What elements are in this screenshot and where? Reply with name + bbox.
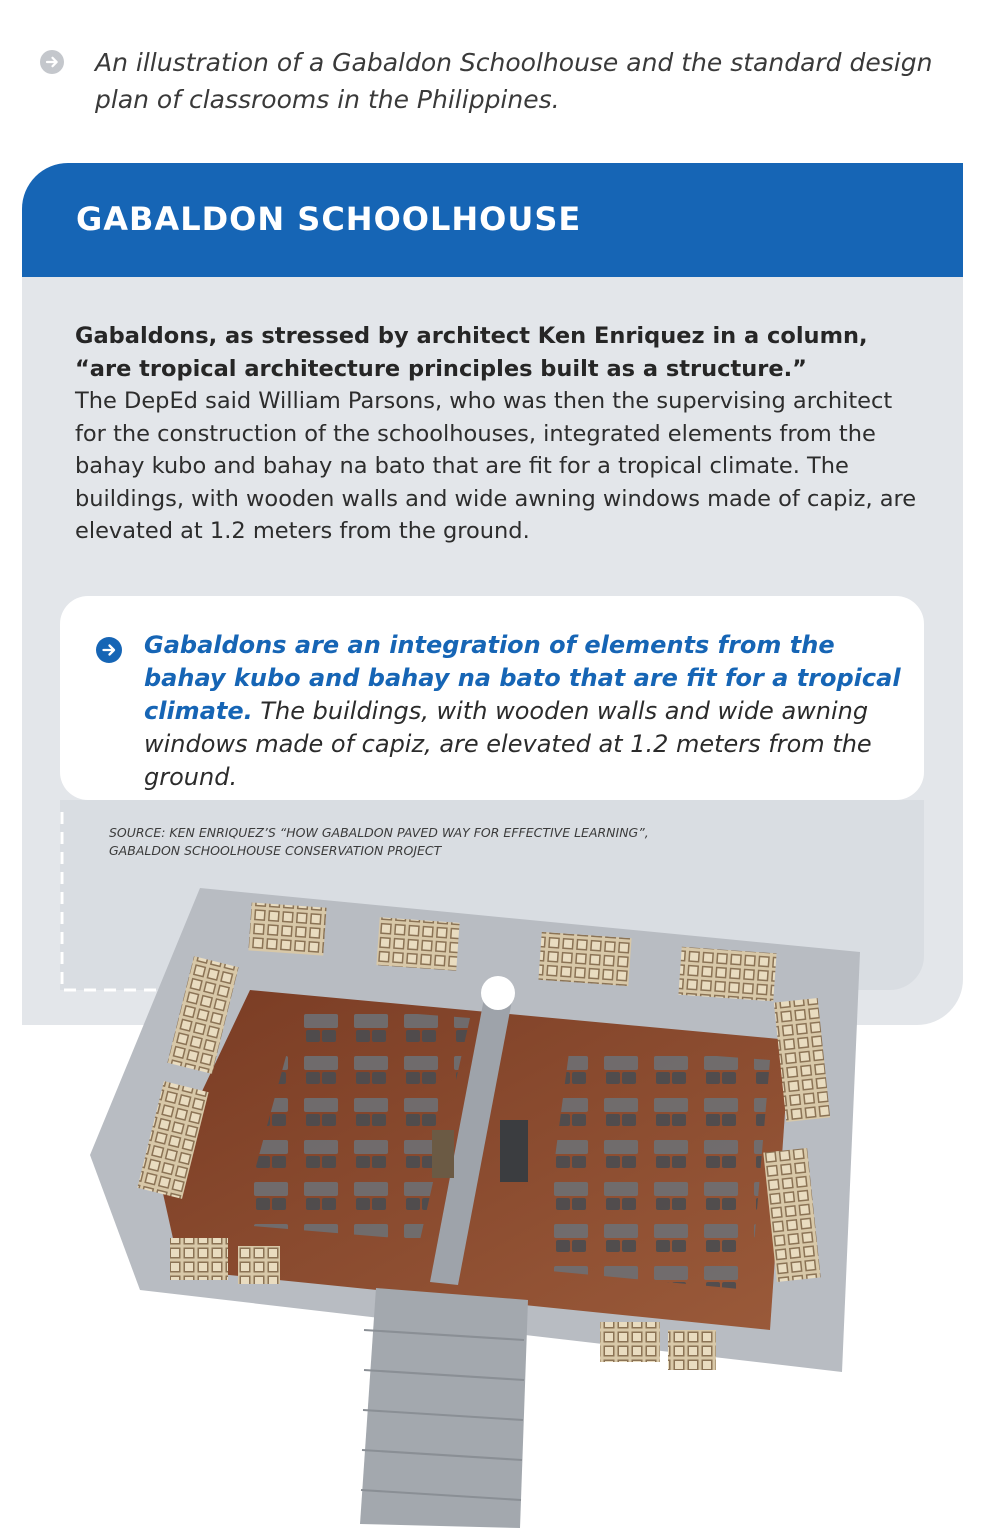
source-line-2: GABALDON SCHOOLHOUSE CONSERVATION PROJECT [109, 843, 442, 858]
callout-rest: The buildings, with wooden walls and wide awning windows made of capiz, are elevated at 1.2 meters from the ground. [144, 697, 872, 791]
body-lead: Gabaldons, as stressed by architect Ken Enriquez in a column, “are tropical architecture principles built as a structure.” [75, 323, 868, 382]
entrance-stairs [360, 1288, 528, 1528]
source-note [109, 824, 909, 860]
desk-rows-right [540, 1045, 770, 1290]
callout-lead: Gabaldons are an integration of elements from the bahay kubo and bahay na bato that are fit for a tropical climate. [144, 631, 901, 725]
stair-steps [361, 1330, 524, 1500]
arrow-right-circle-icon [40, 50, 64, 74]
capiz-window [170, 1238, 228, 1280]
capiz-window [600, 1322, 660, 1362]
capiz-window [137, 1081, 208, 1199]
teacher-table [500, 1120, 528, 1182]
body-paragraph [75, 320, 925, 548]
caption-text: An illustration of a Gabaldon Schoolhouse and the standard design plan of classrooms in the Philippines. [95, 48, 933, 114]
capiz-window [668, 1330, 716, 1370]
classroom-floor [160, 990, 790, 1330]
desk-rows-left [240, 1005, 470, 1240]
callout-box [60, 596, 924, 800]
capiz-window [238, 1246, 280, 1284]
capiz-window [763, 1148, 820, 1282]
source-line-1: SOURCE: KEN ENRIQUEZ’S “HOW GABALDON PAVED WAY FOR EFFECTIVE LEARNING”, [109, 825, 649, 840]
arrow-right-circle-icon [96, 637, 122, 663]
callout-text [144, 629, 904, 794]
divider-wall [430, 988, 514, 1285]
panel-title: GABALDON SCHOOLHOUSE [76, 200, 582, 238]
teacher-table [432, 1130, 454, 1178]
body-rest: The DepEd said William Parsons, who was then the supervising architect for the construction of the schoolhouses, integrated elements from the bahay kubo and bahay na bato that are fit for a tropical climate. The buildings, with wooden walls and wide awning windows made of capiz, are elevated at 1.2 meters from the ground. [75, 388, 917, 544]
panel-header [22, 163, 963, 277]
